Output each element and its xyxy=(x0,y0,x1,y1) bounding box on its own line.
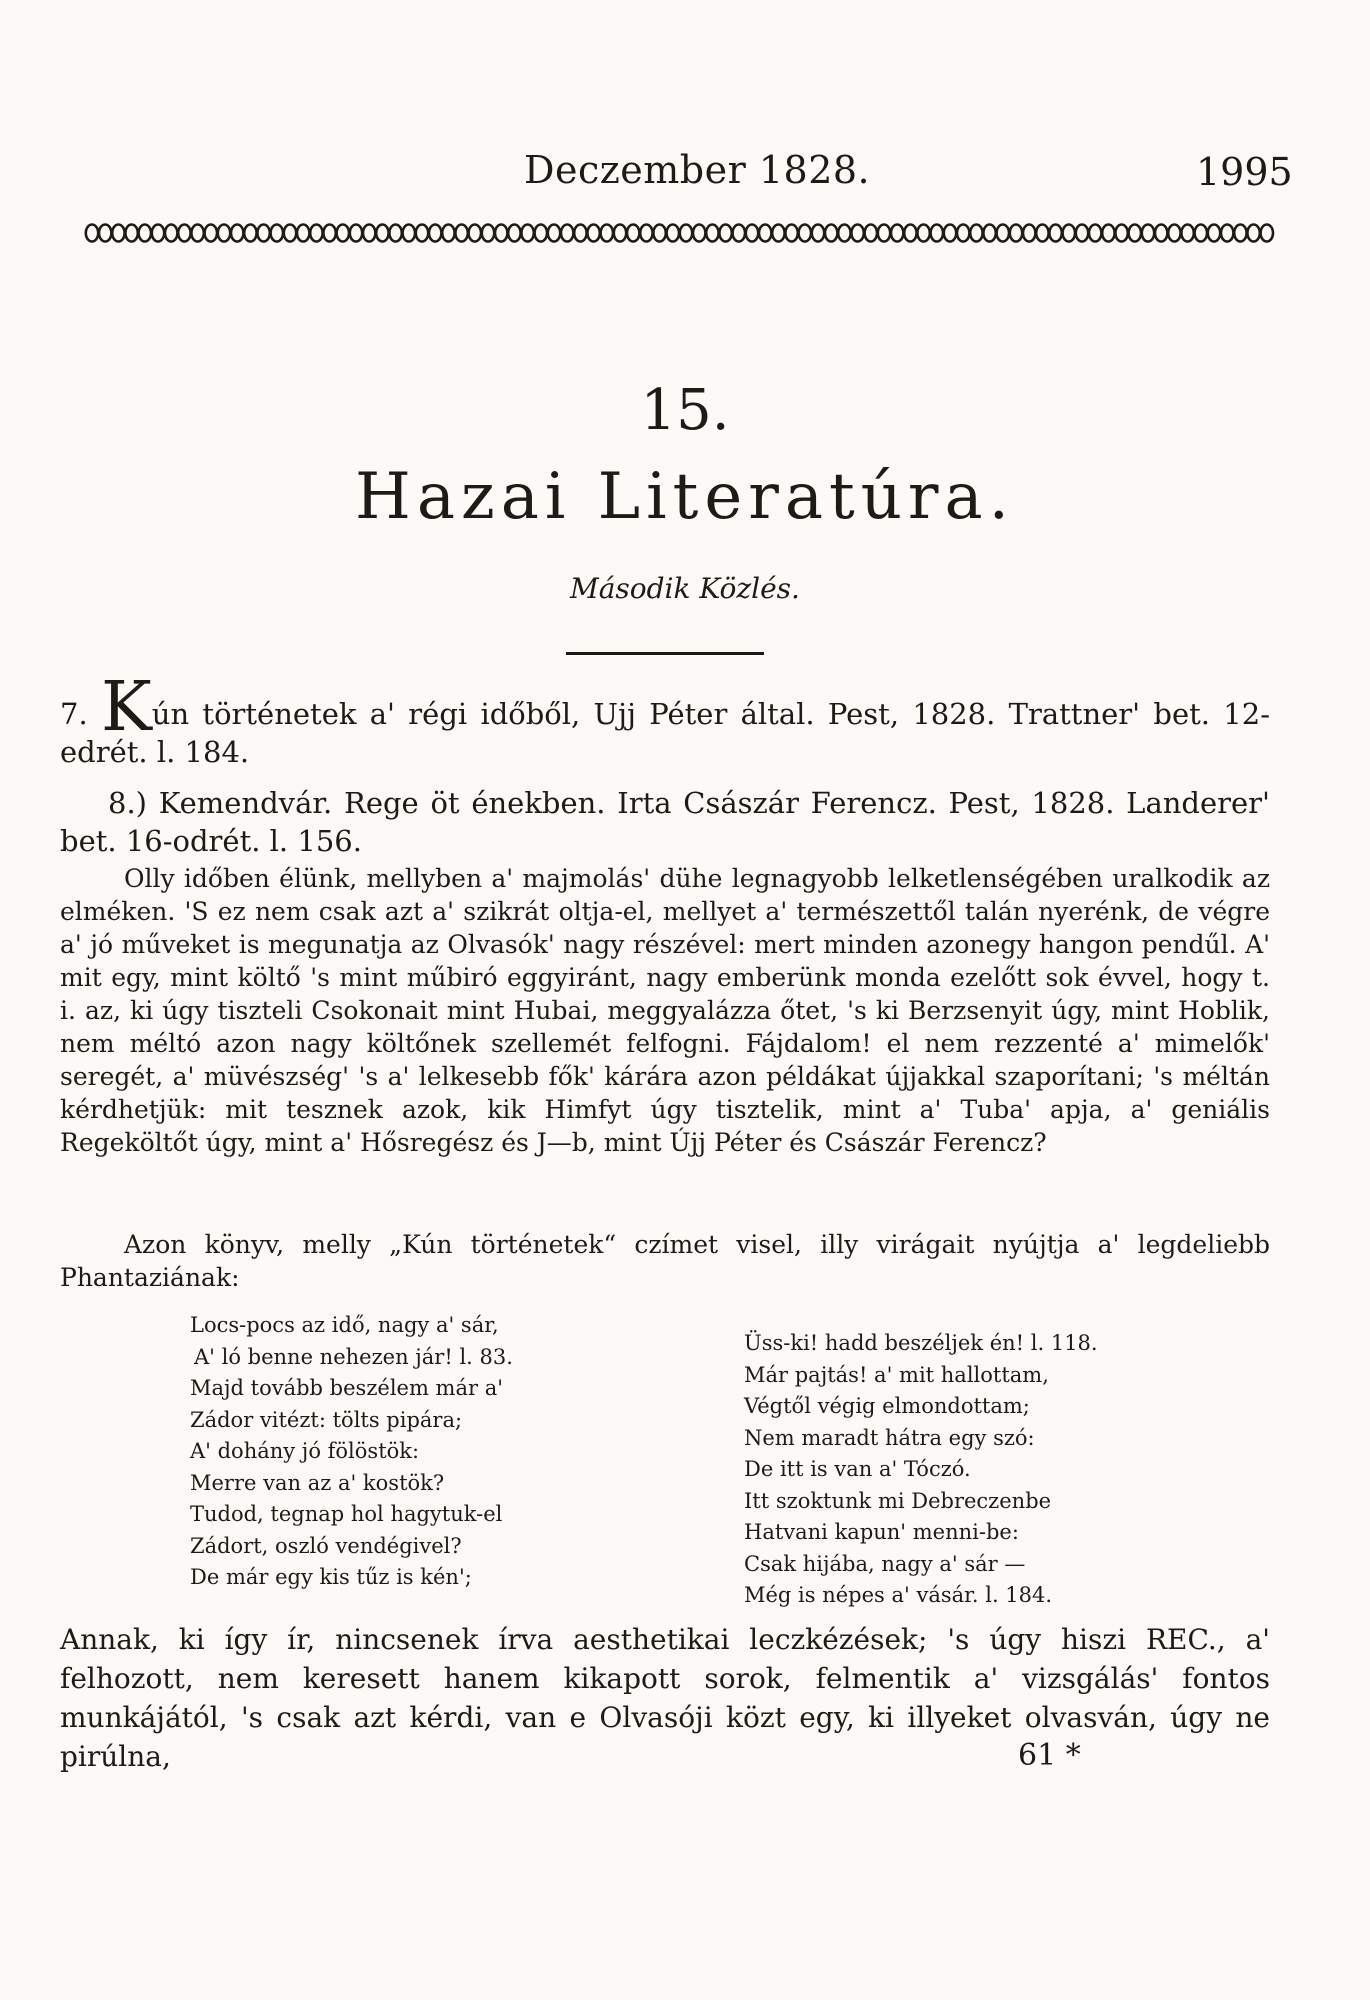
ornament-link xyxy=(838,225,850,242)
ornament-link xyxy=(1010,225,1022,242)
ornament-link xyxy=(719,225,731,242)
ornament-link xyxy=(310,225,322,242)
ornament-link xyxy=(627,225,639,242)
ornament-link xyxy=(337,225,349,242)
ornament-link xyxy=(706,225,718,242)
drop-cap: K xyxy=(100,668,152,747)
verse-line: Hatvani kapun' menni-be: xyxy=(744,1520,1019,1544)
verse-line: Már pajtás! a' mit hallottam, xyxy=(744,1362,1049,1387)
ornament-link xyxy=(1115,225,1127,242)
ornament-link xyxy=(1129,225,1141,242)
ornament-link xyxy=(614,225,626,242)
ornament-link xyxy=(1234,225,1246,242)
ornament-link xyxy=(152,225,164,242)
ornament-link xyxy=(1036,225,1048,242)
verse-line: Még is népes a' vásár. l. 184. xyxy=(744,1583,1053,1607)
ornament-link xyxy=(165,225,177,242)
ornament-link xyxy=(508,225,520,242)
ornament-link xyxy=(482,225,494,242)
ornament-link xyxy=(244,225,256,242)
ornament-link xyxy=(667,225,679,242)
ornament-link xyxy=(1261,225,1273,242)
ornament-link xyxy=(205,225,217,242)
ornament-link xyxy=(587,225,599,242)
header-date: Deczember 1828. xyxy=(524,148,871,192)
ornament-link xyxy=(86,225,98,242)
ornament-link xyxy=(376,225,388,242)
entry-number: 8.) xyxy=(108,786,159,820)
ornament-link xyxy=(429,225,441,242)
ornament-link xyxy=(112,225,124,242)
quote-intro-paragraph: Azon könyv, melly „Kún történetek“ czímet visel, illy virágait nyújtja a' legdeliebb Phantaziának: xyxy=(60,1230,1270,1292)
bibliography-entry xyxy=(60,668,1270,771)
ornament-link xyxy=(231,225,243,242)
section-subtitle: Második Közlés. xyxy=(570,572,800,605)
ornament-link xyxy=(957,225,969,242)
ornament-link xyxy=(178,225,190,242)
ornament-link xyxy=(653,225,665,242)
ornament-link xyxy=(1142,225,1154,242)
ornament-link xyxy=(601,225,613,242)
ornament-link xyxy=(983,225,995,242)
intro-paragraph: Olly időben élünk, mellyben a' majmolás' dühe legnagyobb lelketlenségében uralkodik az elméken. 'S ez nem csak azt a' szikrát oltja-el, mellyet a' természettől talán nyerénk, de végre a' jó műveket is megunatja az Olvasók' nagy részével: mert minden azonegy hangon pendűl. A' mit egy, mint költő 's mint műbiró eggyiránt, nagy emberünk monda ezelőtt sok évvel, hogy t. i. az, ki úgy tiszteli Csokonait mint Hubai, meggyalázza őtet, 's ki Berzsenyit úgy, mint Hoblik, nem méltó azon nagy költőnek szellemét felfogni. Fájdalom! el nem rezzenté a' mimelők' seregét, a' müvészség' 's a' lelkesebb fők' kárára azon példákat újjakkal szaporítani; 's méltán kérdhetjük: mit tesznek azok, kik Himfyt úgy tisztelik, mint a' Tuba' apja, a' geniális Regeköltőt úgy, mint a' Hősregész és J—b, mint Újj Péter és Császár Ferencz? xyxy=(60,864,1270,1157)
ornament-link xyxy=(1168,225,1180,242)
ornament-link xyxy=(772,225,784,242)
title-divider xyxy=(566,652,764,655)
ornament-link xyxy=(640,225,652,242)
ornament-link xyxy=(1023,225,1035,242)
ornament-link xyxy=(812,225,824,242)
ornament-link xyxy=(139,225,151,242)
ornament-link xyxy=(746,225,758,242)
ornament-link xyxy=(1102,225,1114,242)
verse-line: De már egy kis tűz is kén'; xyxy=(190,1565,472,1589)
verse-column-right xyxy=(744,1328,1184,1612)
ornament-link xyxy=(680,225,692,242)
ornament-link xyxy=(970,225,982,242)
ornament-link xyxy=(257,225,269,242)
signature-mark: 61 * xyxy=(1018,1738,1081,1773)
ornament-link xyxy=(350,225,362,242)
verse-line: Végtől végig elmondottam; xyxy=(744,1394,1030,1418)
verse-line: Itt szoktunk mi Debreczenbe xyxy=(744,1488,1052,1513)
ornament-link xyxy=(1155,225,1167,242)
ornament-link xyxy=(1221,225,1233,242)
verse-line: Csak hijába, nagy a' sár — xyxy=(744,1551,1026,1576)
ornament-link xyxy=(455,225,467,242)
closing-paragraph: Annak, ki így ír, nincsenek írva aesthetikai leczkézések; 's úgy hiszi REC., a' felhozott, nem keresett hanem kikapott sorok, felmentik a' vizsgálás' fontos munkájától, 's csak azt kérdi, van e Olvasóji közt egy, ki illyeket olvasván, úgy ne pirúlna, xyxy=(60,1623,1270,1773)
ornament-link xyxy=(891,225,903,242)
ornament-link xyxy=(1063,225,1075,242)
ornament-link xyxy=(561,225,573,242)
ornament-link xyxy=(865,225,877,242)
ornament-link xyxy=(931,225,943,242)
ornament-link xyxy=(271,225,283,242)
page-number: 1995 xyxy=(1196,150,1293,194)
ornament-link xyxy=(799,225,811,242)
verse-line: A' ló benne nehezen jár! l. 83. xyxy=(194,1344,513,1369)
ornament-link xyxy=(825,225,837,242)
ornamental-rule xyxy=(84,218,1284,248)
section-number: 15. xyxy=(640,378,730,443)
ornament-link xyxy=(1247,225,1259,242)
entry-text: Kemendvár. Rege öt énekben. Irta Császár Ferencz. Pest, 1828. Landerer' bet. 16-odrét. l. 156. xyxy=(60,786,1270,858)
verse-line: Tudod, tegnap hol hagytuk-el xyxy=(190,1502,503,1526)
ornament-link xyxy=(733,225,745,242)
ornament-link xyxy=(917,225,929,242)
verse-line: Majd tovább beszélem már a' xyxy=(190,1376,503,1400)
ornament-link xyxy=(878,225,890,242)
ornament-link xyxy=(1181,225,1193,242)
ornament-link xyxy=(403,225,415,242)
ornament-link xyxy=(323,225,335,242)
verse-column-left xyxy=(190,1310,610,1594)
verse-line: Zádor vitézt: tölts pipára; xyxy=(190,1407,463,1432)
ornament-link xyxy=(125,225,137,242)
bibliography-entry xyxy=(60,784,1270,860)
verse-line: De itt is van a' Tóczó. xyxy=(744,1457,971,1481)
ornament-link xyxy=(904,225,916,242)
section-title: Hazai Literatúra. xyxy=(355,460,1015,534)
verse-line: Üss-ki! hadd beszéljek én! l. 118. xyxy=(744,1331,1098,1355)
ornament-link xyxy=(218,225,230,242)
ornament-link xyxy=(1195,225,1207,242)
verse-line: A' dohány jó fölöstök: xyxy=(190,1439,420,1463)
ornament-link xyxy=(944,225,956,242)
ornament-link xyxy=(389,225,401,242)
ornament-link xyxy=(284,225,296,242)
verse-line: Locs-pocs az idő, nagy a' sár, xyxy=(190,1313,499,1337)
entry-text: ún történetek a' régi időből, Ujj Péter által. Pest, 1828. Trattner' bet. 12-edrét. l. 184. xyxy=(60,697,1270,769)
ornament-link xyxy=(495,225,507,242)
ornament-link xyxy=(99,225,111,242)
ornament-link xyxy=(851,225,863,242)
ornament-link xyxy=(297,225,309,242)
ornament-link xyxy=(693,225,705,242)
ornament-link xyxy=(759,225,771,242)
ornament-link xyxy=(1089,225,1101,242)
verse-line: Merre van az a' kostök? xyxy=(190,1470,445,1495)
ornament-link xyxy=(191,225,203,242)
ornament-link xyxy=(535,225,547,242)
ornament-link xyxy=(1076,225,1088,242)
ornament-link xyxy=(416,225,428,242)
ornament-link xyxy=(548,225,560,242)
verse-line: Zádort, oszló vendégivel? xyxy=(190,1533,462,1558)
ornament-link xyxy=(1208,225,1220,242)
ornament-link xyxy=(785,225,797,242)
ornament-link xyxy=(521,225,533,242)
ornament-link xyxy=(1049,225,1061,242)
ornament-link xyxy=(574,225,586,242)
ornament-link xyxy=(442,225,454,242)
ornament-link xyxy=(363,225,375,242)
verse-line: Nem maradt hátra egy szó: xyxy=(744,1425,1035,1450)
ornament-link xyxy=(469,225,481,242)
ornament-link xyxy=(997,225,1009,242)
entry-number: 7. xyxy=(60,697,101,731)
